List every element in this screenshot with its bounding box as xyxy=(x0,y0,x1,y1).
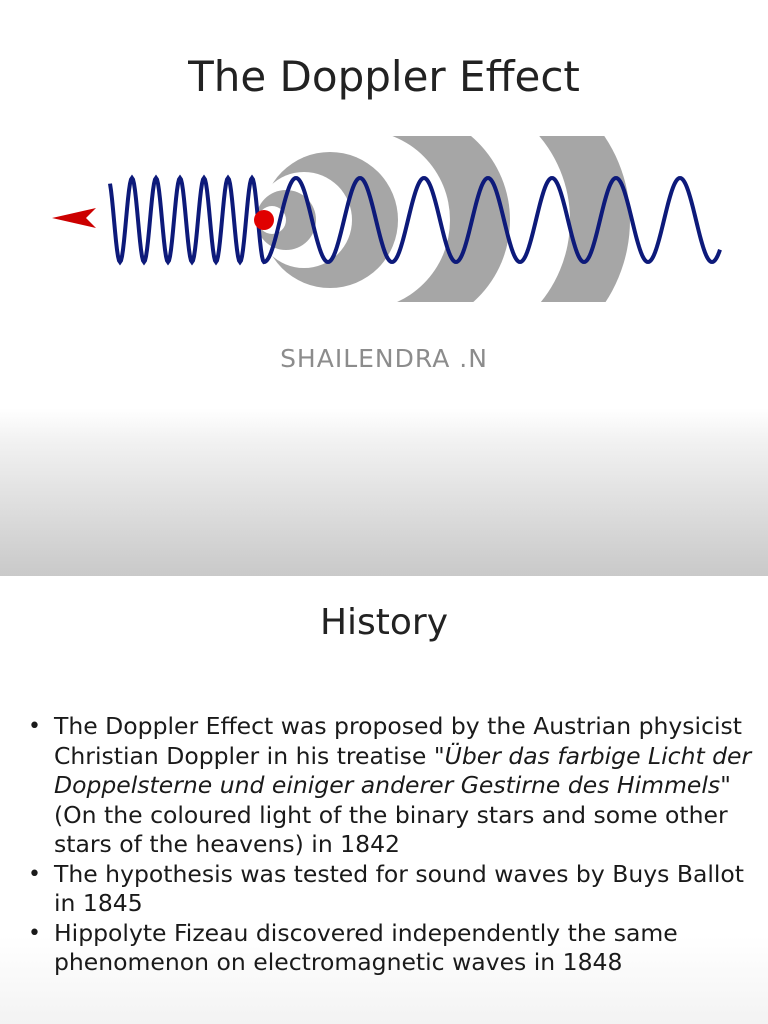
slide-title: History xyxy=(319,602,449,643)
list-item: • The Doppler Effect was proposed by the Austrian physicist Christian Doppler in his treatise "Über das farbige Licht der Doppelsterne und einiger anderer Gestirne des Himmels" (On the coloured light of the binary stars and some other stars of the heavens) in 1842 xyxy=(28,712,752,858)
author-name: SHAILENDRA .N xyxy=(280,344,488,373)
list-item: • Hippolyte Fizeau discovered independently the same phenomenon on electromagnetic waves in 1848 xyxy=(28,918,678,976)
history-bullet-list xyxy=(28,712,758,978)
doppler-wave-illustration xyxy=(40,130,730,310)
direction-arrow-icon xyxy=(52,208,96,228)
slide-title: The Doppler Effect xyxy=(188,52,580,101)
bullet-icon: • xyxy=(28,920,41,946)
bullet-icon: • xyxy=(28,861,41,887)
bullet-icon: • xyxy=(28,714,41,739)
list-item: • The hypothesis was tested for sound waves by Buys Ballot in 1845 xyxy=(28,859,745,917)
moving-source-dot xyxy=(254,210,274,230)
history-slide xyxy=(0,576,768,1024)
